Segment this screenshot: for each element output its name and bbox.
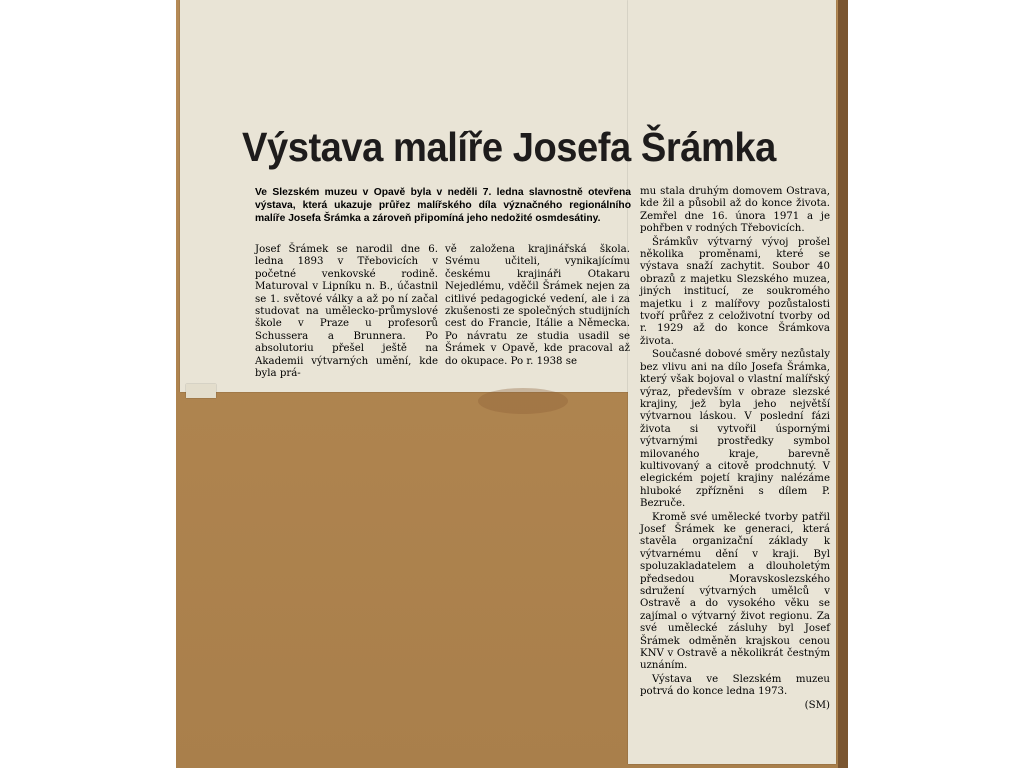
article-column-2: vě založena krajinářská škola. Svému učiteli, vynikajícímu českému krajináři Otakaru Nejedlému, vděčil Šrámek nejen za citlivé pedagogické vedení, ale i za zkušenosti ze společných studijních cest do Francie, Itálie a Německa. Po návratu ze studia usadil se Šrámek v Opavě, kde pracoval až do okupace. Po r. 1938 se	[445, 244, 630, 367]
article-lead: Ve Slezském muzeu v Opavě byla v neděli 7. ledna slavnostně otevřena výstava, která ukazuje průřez malířského díla význačného regionálního malíře Josefa Šrámka a zároveň připomíná jeho nedožité osmdesátiny.	[255, 187, 631, 224]
paragraph: Výstava ve Slezském muzeu potrvá do konce ledna 1973.	[640, 673, 830, 698]
board-edge	[838, 0, 848, 768]
paragraph: mu stala druhým domovem Ostrava, kde žil a působil až do konce života. Zemřel dne 16. února 1971 a je pohřben v rodných Třebovicích.	[640, 186, 830, 235]
paragraph: Současné dobové směry nezůstaly bez vlivu ani na dílo Josefa Šrámka, který však bojoval o vlastní malířský výraz, především v obraze slezské krajiny, jež byla jeho největší výtvarnou láskou. V poslední fázi života si vytvořil úspornými výtvarnými prostředky symbol milovaného kraje, barevně kultivovaný a citově prodchnutý. V elegickém pojetí krajiny nalézáme hluboké zpřízněni s dílem P. Bezruče.	[640, 349, 830, 510]
article-headline: Výstava malíře Josefa Šrámka	[242, 124, 776, 170]
author-signature: (SM)	[804, 699, 830, 711]
article-column-1: Josef Šrámek se narodil dne 6. ledna 1893 v Třebovicích v početné venkovské rodině. Maturoval v Lipníku n. B., účastnil se 1. světové války a až po ní začal studovat na umělecko-průmyslové škole v Praze u profesorů Schussera a Brunnera. Po absolutoriu přešel ještě na Akademii výtvarných umění, kde byla prá-	[255, 244, 438, 380]
torn-paper-fragment	[186, 384, 216, 398]
paragraph: Šrámkův výtvarný vývoj prošel několika proměnami, které se výstava snaží zachytit. Soubor 40 obrazů z majetku Slezského muzea, jiných institucí, ze soukromého majetku i z malířovy pozůstalosti tvoří průřez z celoživotní tvorby od r. 1929 až do konce Šrámkova života.	[640, 236, 830, 347]
paper-stain	[478, 388, 568, 414]
article-column-3	[640, 186, 830, 712]
paragraph: Kromě své umělecké tvorby patřil Josef Šrámek ke generaci, která stavěla organizační základy k výtvarnému dění v kraji. Byl spoluzakladatelem a dlouholetým předsedou Moravskoslezského sdružení výtvarných umělců v Ostravě a do vysokého věku se zajímal o výtvarný život regionu. Za své umělecké zásluhy byl Josef Šrámek odměněn krajskou cenou KNV v Ostravě a několikrát čestným uznáním.	[640, 511, 830, 672]
